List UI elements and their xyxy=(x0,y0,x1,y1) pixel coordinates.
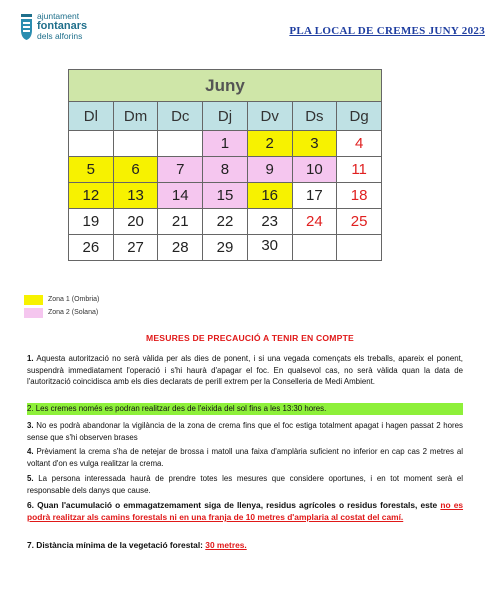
calendar-day: 9 xyxy=(247,157,292,183)
calendar-day: 27 xyxy=(113,235,158,261)
calendar-empty-cell xyxy=(292,235,337,261)
calendar-month: Juny xyxy=(68,69,382,101)
calendar-day: 24 xyxy=(292,209,337,235)
calendar-day: 19 xyxy=(69,209,114,235)
legend xyxy=(24,293,99,319)
calendar-day: 8 xyxy=(203,157,248,183)
measure-4-number: 4. xyxy=(27,447,34,456)
calendar-day: 7 xyxy=(158,157,203,183)
calendar-day: 21 xyxy=(158,209,203,235)
calendar-week-row xyxy=(69,183,382,209)
legend-item-zone1 xyxy=(24,293,99,306)
zone2-label: Zona 2 (Solana) xyxy=(48,309,99,316)
calendar-day: 13 xyxy=(113,183,158,209)
zone1-swatch xyxy=(24,295,43,305)
calendar-week-row xyxy=(69,157,382,183)
calendar-day: 28 xyxy=(158,235,203,261)
document-title: PLA LOCAL DE CREMES JUNY 2023 xyxy=(289,25,485,37)
calendar-empty-cell xyxy=(69,131,114,157)
calendar-body xyxy=(69,131,382,261)
calendar-day: 22 xyxy=(203,209,248,235)
measure-7 xyxy=(27,540,463,552)
weekday-header: Dl xyxy=(69,102,114,131)
calendar-day: 17 xyxy=(292,183,337,209)
calendar-empty-cell xyxy=(158,131,203,157)
measure-4 xyxy=(27,446,463,469)
calendar-day: 3 xyxy=(292,131,337,157)
calendar-day: 30 xyxy=(247,235,292,261)
calendar-empty-cell xyxy=(113,131,158,157)
calendar-day: 15 xyxy=(203,183,248,209)
calendar-day: 6 xyxy=(113,157,158,183)
calendar-day: 1 xyxy=(203,131,248,157)
calendar xyxy=(68,69,382,261)
calendar-grid xyxy=(68,101,382,261)
calendar-day: 16 xyxy=(247,183,292,209)
measure-5-number: 5. xyxy=(27,474,34,483)
calendar-day: 29 xyxy=(203,235,248,261)
weekday-header: Dj xyxy=(203,102,248,131)
calendar-day: 25 xyxy=(337,209,382,235)
measure-3-text: No es podrà abandonar la vigilància de la zona de crema fins que el foc estiga totalment apagat i hagen passat 2 hores sense que s'hi observen brases xyxy=(27,421,463,442)
measure-4-text: Prèviament la crema s'ha de netejar de brossa i matoll una faixa d'amplària suficient no inferior en cap cas 2 metres al voltant d'on es vulga realitzar la crema. xyxy=(27,447,463,468)
measure-1-number: 1. xyxy=(27,354,34,363)
measure-6-text: 6. Quan l'acumulació o emmagatzemament siga de llenya, residus agrícoles o residus forestals, este xyxy=(27,500,438,510)
zone2-swatch xyxy=(24,308,43,318)
calendar-day: 11 xyxy=(337,157,382,183)
calendar-day: 10 xyxy=(292,157,337,183)
measure-2-text: 2. Les cremes només es podran realitzar des de l'eixida del sol fins a les 13:30 hores. xyxy=(27,404,327,413)
weekday-header: Dg xyxy=(337,102,382,131)
weekday-header: Ds xyxy=(292,102,337,131)
measure-5-text: La persona interessada haurà de prendre totes les mesures que considere oportunes, i en tot moment serà el responsable dels danys que cause. xyxy=(27,474,463,495)
measure-1-text: Aquesta autorització no serà vàlida per als dies de ponent, i si una vegada començats els treballs, apareix el ponent, suspendrà immediatament l'operació i s'hi haurà d'apagar el foc. En qualsevol cas, no serà vàlida quan la data de l'autorització coincidisca amb els dies declarats de perill extrem per la Conselleria de Medi Ambient. xyxy=(27,354,463,386)
calendar-week-row xyxy=(69,131,382,157)
measure-5 xyxy=(27,473,463,496)
logo-line-1: ajuntament xyxy=(37,11,80,21)
calendar-day: 2 xyxy=(247,131,292,157)
zone1-label: Zona 1 (Ombria) xyxy=(48,296,100,303)
calendar-day: 23 xyxy=(247,209,292,235)
logo-line-3: dels alforins xyxy=(37,31,83,41)
measure-6 xyxy=(27,499,463,523)
calendar-day: 26 xyxy=(69,235,114,261)
calendar-empty-cell xyxy=(337,235,382,261)
legend-item-zone2 xyxy=(24,306,99,319)
weekday-header-row xyxy=(69,102,382,131)
calendar-week-row xyxy=(69,235,382,261)
measures-heading: MESURES DE PRECAUCIÓ A TENIR EN COMPTE xyxy=(146,333,354,343)
calendar-day: 12 xyxy=(69,183,114,209)
calendar-day: 20 xyxy=(113,209,158,235)
calendar-day: 5 xyxy=(69,157,114,183)
coat-of-arms-icon xyxy=(20,14,33,40)
measure-7-text: 7. Distància mínima de la vegetació forestal: xyxy=(27,540,203,550)
calendar-day: 4 xyxy=(337,131,382,157)
measure-2 xyxy=(27,403,463,415)
weekday-header: Dm xyxy=(113,102,158,131)
ajuntament-logo xyxy=(20,12,87,41)
measure-7-warning: 30 metres. xyxy=(205,540,247,550)
calendar-week-row xyxy=(69,209,382,235)
weekday-header: Dc xyxy=(158,102,203,131)
measure-6-warning: no es podrà realitzar als camins forestals ni en una franja de 10 metres d'amplaria al costat del camí. xyxy=(27,500,464,522)
logo-wordmark xyxy=(37,12,87,41)
measure-3 xyxy=(27,420,463,443)
logo-line-2: fontanars xyxy=(37,20,88,32)
calendar-day: 14 xyxy=(158,183,203,209)
measure-1 xyxy=(27,353,463,388)
measure-3-number: 3. xyxy=(27,421,34,430)
weekday-header: Dv xyxy=(247,102,292,131)
calendar-day: 18 xyxy=(337,183,382,209)
